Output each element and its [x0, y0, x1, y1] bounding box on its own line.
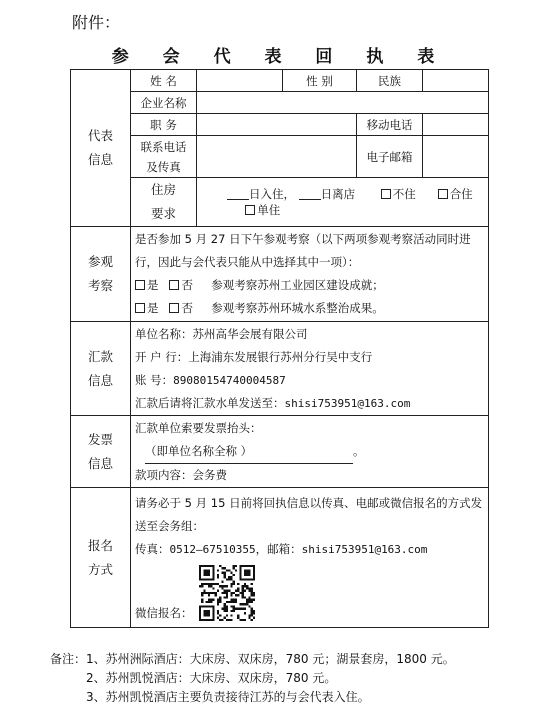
wechat-qr-code[interactable]	[199, 565, 255, 621]
invoice-item: 款项内容：会务费	[135, 467, 227, 482]
company-label: 企业名称	[131, 92, 197, 114]
signup-instruction-cont: 送至会务组：	[135, 519, 204, 533]
ethnicity-field[interactable]	[423, 70, 489, 92]
company-field[interactable]	[197, 92, 489, 114]
attachment-label: 附件：	[72, 13, 121, 32]
signup-contact: 传真：0512—67510355，邮箱：shisi753951@163.com	[135, 542, 428, 556]
contact-label: 联系电话 及传真	[131, 136, 197, 178]
rep-section-label: 代表 信息	[71, 70, 131, 227]
note-2: 2、苏州凯悦酒店：大床房、双床房，780 元。	[86, 671, 337, 685]
invoice-section-label: 发票 信息	[71, 416, 131, 488]
remit-unit: 单位名称：苏州高华会展有限公司	[135, 326, 308, 341]
wechat-row	[135, 565, 484, 621]
remit-send: 汇款后请将汇款水单发送至：shisi753951@163.com	[135, 395, 411, 410]
checkin-day-field[interactable]	[227, 187, 249, 200]
email-field[interactable]	[423, 136, 489, 178]
invoice-fullname[interactable]: （即单位名称全称 ） 。	[135, 440, 484, 464]
visit-section-label: 参观 考察	[71, 227, 131, 322]
notes-prefix: 备注：	[50, 652, 87, 666]
remit-content	[131, 322, 489, 416]
checkout-label: 日离店	[320, 187, 356, 201]
visit-option-2: 是 否 参观考察苏州环城水系整治成果。	[135, 297, 484, 320]
signup-email: shisi753951@163.com	[301, 543, 428, 556]
invoice-header-label: 汇款单位索要发票抬头：	[135, 420, 262, 435]
single-room-label: 单住	[257, 203, 281, 217]
notes	[50, 650, 455, 707]
registration-form-table	[70, 69, 489, 628]
no-stay-checkbox[interactable]	[381, 189, 391, 199]
name-label: 姓 名	[131, 70, 197, 92]
visit-2-yes-checkbox[interactable]	[135, 303, 145, 313]
fax-number: 0512—67510355	[169, 543, 256, 556]
checkin-label: 日入住，	[249, 187, 295, 201]
visit-question-cont: 行，因此与会代表只能从中选择其中一项）：	[135, 255, 360, 269]
mobile-field[interactable]	[423, 114, 489, 136]
remit-account: 账 号：89080154740004587	[135, 372, 286, 387]
gender-label: 性 别	[283, 70, 357, 92]
contact-field[interactable]	[197, 136, 357, 178]
mobile-label: 移动电话	[357, 114, 423, 136]
shared-room-checkbox[interactable]	[438, 189, 448, 199]
signup-instruction: 请务必于 5 月 15 日前将回执信息以传真、电邮或微信报名的方式发	[135, 496, 483, 510]
visit-option-1: 是 否 参观考察苏州工业园区建设成就；	[135, 274, 484, 297]
form-title: 参 会 代 表 回 执 表	[111, 47, 449, 67]
note-1: 1、苏州洲际酒店：大床房、双床房，780 元；湖景套房，1800 元。	[86, 652, 455, 666]
visit-question: 是否参加 5 月 27 日下午参观考察（以下两项参观考察活动同时进	[135, 232, 471, 246]
no-stay-label: 不住	[392, 187, 416, 201]
remit-bank: 开 户 行：上海浦东发展银行苏州分行吴中支行	[135, 349, 373, 364]
wechat-label: 微信报名：	[135, 606, 193, 620]
position-label: 职 务	[131, 114, 197, 136]
signup-content	[131, 488, 489, 628]
visit-2-no-checkbox[interactable]	[169, 303, 179, 313]
lodging-options	[197, 178, 489, 227]
visit-content	[131, 227, 489, 322]
lodging-section-label: 住房 要求	[131, 178, 197, 227]
note-3: 3、苏州凯悦酒店主要负责接待江苏的与会代表入住。	[86, 690, 370, 704]
signup-section-label: 报名 方式	[71, 488, 131, 628]
remit-section-label: 汇款 信息	[71, 322, 131, 416]
checkout-day-field[interactable]	[299, 187, 321, 200]
shared-room-label: 合住	[449, 187, 473, 201]
email-label: 电子邮箱	[357, 136, 423, 178]
visit-1-yes-checkbox[interactable]	[135, 280, 145, 290]
ethnicity-label: 民族	[357, 70, 423, 92]
single-room-checkbox[interactable]	[245, 205, 255, 215]
name-field[interactable]	[197, 70, 283, 92]
invoice-content	[131, 416, 489, 488]
position-field[interactable]	[197, 114, 357, 136]
visit-1-no-checkbox[interactable]	[169, 280, 179, 290]
